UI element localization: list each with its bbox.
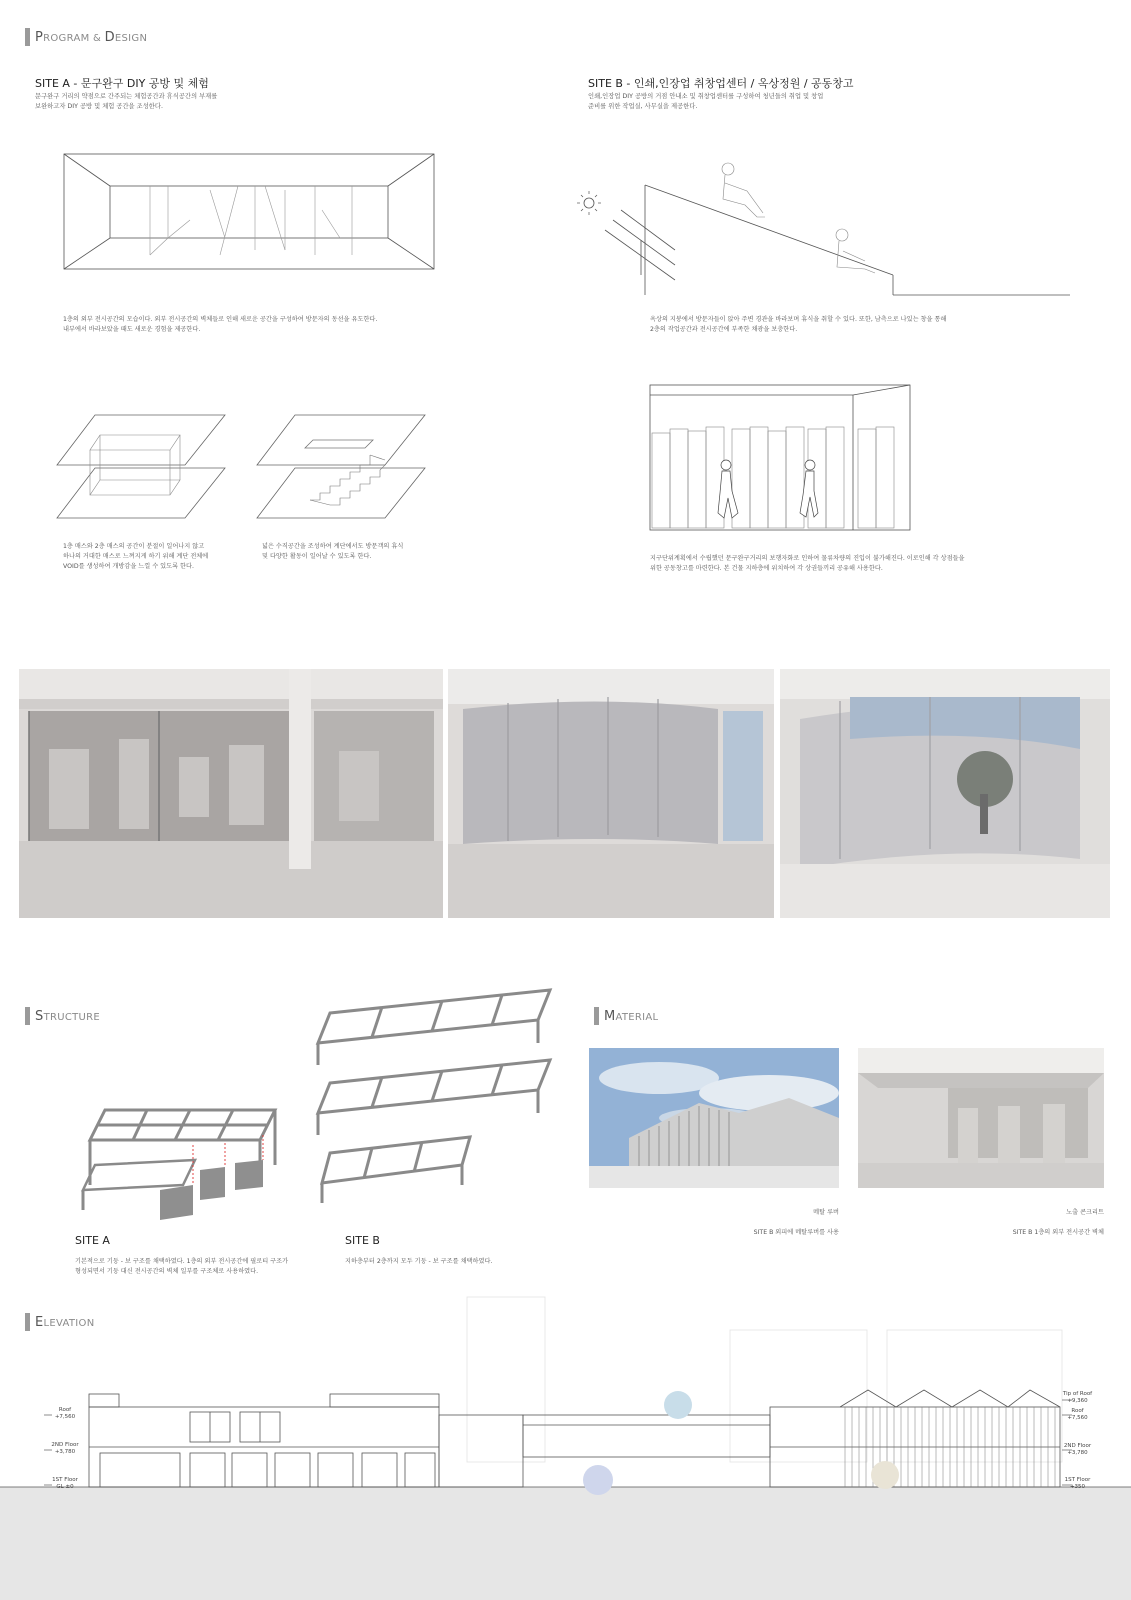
material-exposed-concrete-image — [858, 1048, 1104, 1188]
structure-site-b-desc: 지하층부터 2층까지 모두 기둥 - 보 구조를 채택하였다. — [345, 1258, 493, 1265]
site-b-caption-storage: 지구단위계획에서 수립했던 문구완구거리의 보행자화로 인하여 물류차량의 진입이 불가해진다. 이로인해 각 상점들을 위한 공동창고를 마련한다. 본 건물 지하층에 위치하여 각 상권들끼리 공유해 사용한다. — [650, 555, 965, 572]
header-bar — [25, 1007, 30, 1025]
material-concrete-title: 노출 콘크리트 — [1066, 1209, 1104, 1216]
elev-left-1f: 1ST Floor GL ±0 — [52, 1477, 78, 1490]
header-initial: M — [604, 1008, 616, 1024]
material-metal-desc: SITE B 외피에 메탈루버를 사용 — [753, 1229, 839, 1236]
render-site-a-exhibition — [19, 669, 443, 918]
header-initial: E — [35, 1314, 44, 1330]
elev-right-2f: 2ND Floor +3,780 — [1063, 1443, 1092, 1456]
elev-right-roof: Roof +7,560 — [1067, 1408, 1088, 1421]
structure-site-a-desc: 기본적으로 기둥 - 보 구조를 채택하였다. 1층의 외부 전시공간에 필로티 구조가 형성되면서 기둥 대신 전시공간의 벽체 일부를 구조체로 사용하였다. — [75, 1258, 289, 1275]
material-metal-louver-image — [589, 1048, 839, 1188]
elevation-person-highlight — [583, 1465, 613, 1495]
material-metal-title: 메탈 루버 — [813, 1209, 839, 1216]
site-b-roof-section-drawing — [575, 155, 1075, 305]
header-rest: TRUCTURE — [43, 1011, 101, 1023]
header-rest: ESIGN — [114, 32, 148, 44]
elev-left-2f: 2ND Floor +3,780 — [51, 1442, 79, 1455]
site-a-caption-top: 1층의 외부 전시공간의 모습이다. 외부 전시공간의 벽체들로 인해 새로운 공간을 구성하여 방문자의 동선을 유도한다. 내부에서 바라보았을 때도 새로운 경험을 제공한다. — [63, 316, 378, 333]
header-rest: ROGRAM & — [43, 32, 105, 44]
material-concrete-desc: SITE B 1층의 외부 전시공간 벽체 — [1012, 1229, 1104, 1236]
elev-left-roof: Roof +7,560 — [54, 1407, 76, 1420]
header-bar — [25, 28, 30, 46]
elevation-person-highlight — [871, 1461, 899, 1489]
structure-site-a-label: SITE A — [75, 1234, 110, 1247]
structure-header — [25, 1007, 100, 1025]
site-b-storage-drawing — [648, 383, 913, 533]
site-a-title: SITE A - 문구완구 DIY 공방 및 체험 — [35, 77, 209, 90]
header-rest: LEVATION — [43, 1317, 95, 1329]
structure-site-b-frames — [312, 985, 557, 1210]
material-metal-caption — [589, 1198, 839, 1248]
material-concrete-caption — [858, 1198, 1104, 1248]
header-initial: P — [35, 29, 44, 45]
site-a-void-diagram — [55, 410, 230, 520]
site-a-caption-stair: 넓은 수직공간을 조성하여 계단에서도 방문객의 휴식 및 다양한 활동이 일어날 수 있도록 한다. — [262, 543, 404, 560]
elev-right-1f: 1ST Floor +350 — [1064, 1477, 1091, 1490]
header-initial: S — [35, 1008, 44, 1024]
elevation-drawing — [0, 1295, 1131, 1600]
site-a-perspective-drawing — [60, 150, 440, 275]
render-curved-glass-interior — [448, 669, 774, 918]
elevation-person-highlight — [664, 1391, 692, 1419]
header-initial: D — [104, 29, 115, 45]
site-a-desc: 문구완구 거리의 약점으로 간주되는 체험공간과 휴식공간의 부재를 보완하고자 DIY 공방 및 체험 공간을 조성한다. — [35, 93, 218, 110]
material-header — [594, 1007, 658, 1025]
site-a-stair-diagram — [255, 410, 430, 520]
site-b-caption-roof: 옥상의 지붕에서 방문자들이 앉아 주변 경관을 바라보며 휴식을 취할 수 있다. 또한, 남측으로 나있는 창을 통해 2층의 작업공간과 전시공간에 부족한 채광을 보충한다. — [650, 316, 947, 333]
header-rest: ATERIAL — [615, 1011, 659, 1023]
site-b-title: SITE B - 인쇄,인장업 취창업센터 / 옥상정원 / 공동창고 — [588, 77, 854, 90]
site-b-desc: 인쇄,인장업 DIY 공방의 거점 안내소 및 취창업센터를 구성하여 청년들의 취업 및 창업 준비를 위한 작업실, 사무실을 제공한다. — [588, 93, 824, 110]
structure-site-a-frame — [75, 1105, 290, 1220]
render-courtyard-glass — [780, 669, 1110, 918]
program-design-header — [25, 28, 147, 46]
sun-icon — [584, 198, 594, 208]
elev-right-tip: Tip of Roof +9,360 — [1062, 1391, 1093, 1404]
site-a-caption-void: 1층 매스와 2층 매스의 공간이 분절이 일어나지 않고 하나의 거대한 매스로 느껴지게 하기 위해 계단 전체에 VOID를 생성하여 개방감을 느낄 수 있도록 한다. — [63, 543, 209, 570]
structure-site-b-label: SITE B — [345, 1234, 380, 1247]
header-bar — [594, 1007, 599, 1025]
